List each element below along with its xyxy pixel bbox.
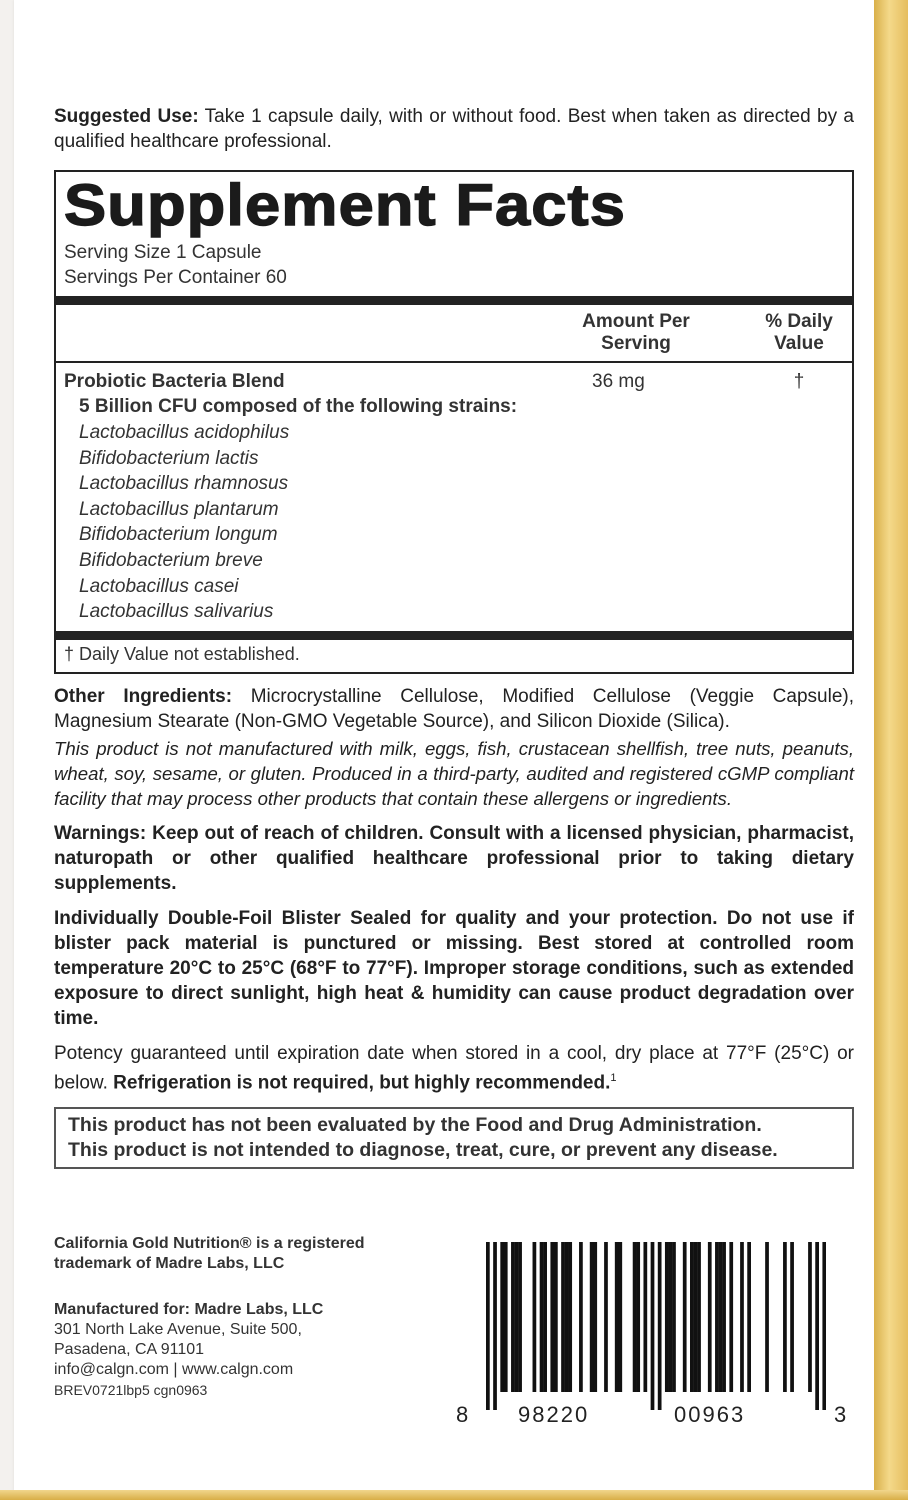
label-content (54, 104, 854, 1169)
strain-intro: 5 Billion CFU composed of the following strains: (79, 396, 518, 417)
product-codes: BREV0721lbp5 cgn0963 (54, 1382, 208, 1398)
trademark-line-2: trademark of Madre Labs, LLC (54, 1255, 285, 1272)
barcode-bar (618, 1242, 622, 1392)
label-footer (54, 1234, 854, 1464)
barcode-bar (790, 1242, 794, 1392)
barcode-bar (515, 1242, 519, 1392)
barcode-digit-left: 8 (456, 1402, 471, 1427)
potency-text: Potency guaranteed until expiration date when stored in a cool, dry place at 77°F (25°C) or below. (54, 1042, 854, 1094)
strain-item: Lactobacillus acidophilus (79, 422, 290, 443)
strain-list (64, 420, 844, 625)
barcode-bar (690, 1242, 694, 1392)
suggested-use (54, 104, 854, 154)
thick-divider (56, 296, 852, 305)
barcode (456, 1242, 856, 1442)
allergen-note: This product is not manufactured with milk, eggs, fish, crustacean shellfish, tree nuts, peanuts, wheat, soy, sesame, or gluten. Produced in a third-party, audited and registered cGMP compliant facility that may process other products that contain these allergens or ingredients. (54, 737, 854, 809)
barcode-bar (493, 1242, 497, 1410)
barcode-bar (722, 1242, 726, 1392)
fda-line-1: This product has not been evaluated by the Food and Drug Administration. (68, 1114, 762, 1137)
barcode-bar (747, 1242, 751, 1392)
storage-note: Individually Double-Foil Blister Sealed for quality and your protection. Do not use if blister pack material is punctured or missing. Best stored at controlled room temperature 20°C to 25°C (68°F to 77°F). Improper storage conditions, such as extended exposure to direct sunlight, high heat & humidity can cause product degradation over time. (54, 907, 854, 1029)
fda-disclaimer-box (54, 1107, 854, 1169)
barcode-bar (540, 1242, 544, 1392)
barcode-bar (765, 1242, 769, 1392)
blend-name: Probiotic Bacteria Blend (64, 371, 285, 392)
facts-title: Supplement Facts (64, 173, 626, 238)
potency-bold: Refrigeration is not required, but highly recommended. (113, 1072, 611, 1094)
barcode-bar (822, 1242, 826, 1410)
potency-note (54, 1041, 854, 1095)
strain-item: Bifidobacterium longum (79, 524, 278, 546)
barcode-bar (808, 1242, 812, 1392)
manufacturer-line-1: Manufactured for: Madre Labs, LLC (54, 1301, 324, 1318)
barcode-bar (604, 1242, 608, 1392)
barcode-bar (708, 1242, 712, 1392)
suggested-use-text: Take 1 capsule daily, with or without food. Best when taken as directed by a qualified healthcare professional. (54, 106, 854, 152)
suggested-use-label: Suggested Use: (54, 106, 199, 127)
barcode-bar (615, 1242, 619, 1392)
strain-item: Lactobacillus casei (79, 575, 239, 597)
blend-row (64, 369, 844, 394)
strain-item: Lactobacillus plantarum (79, 498, 279, 520)
barcode-bar (543, 1242, 547, 1392)
daily-value-footnote: † Daily Value not established. (64, 643, 300, 664)
barcode-bar (500, 1242, 504, 1392)
barcode-digit-right: 3 (834, 1402, 849, 1427)
barcode-bar (593, 1242, 597, 1392)
barcode-bar (568, 1242, 572, 1392)
warnings: Warnings: Keep out of reach of children. Consult with a licensed physician, pharmacist, naturopath or other qualified healthcare professional prior to taking dietary supplements. (54, 822, 854, 894)
barcode-bar (486, 1242, 490, 1410)
strain-item: Lactobacillus rhamnosus (79, 473, 289, 495)
barcode-bar (554, 1242, 558, 1392)
manufacturer-address-2: Pasadena, CA 91101 (54, 1341, 205, 1358)
facts-column-headers (64, 311, 844, 355)
trademark-line-1: California Gold Nutrition® is a registered (54, 1235, 365, 1252)
barcode-bar (658, 1242, 662, 1410)
barcode-bar (719, 1242, 723, 1392)
barcode-bar (579, 1242, 583, 1392)
barcode-bar (683, 1242, 687, 1392)
other-ingredients-label: Other Ingredients: (54, 685, 233, 707)
label-panel (14, 0, 874, 1491)
barcode-bar (697, 1242, 701, 1392)
barcode-bar (815, 1242, 819, 1410)
manufacturer-contact: info@calgn.com | www.calgn.com (54, 1361, 294, 1378)
blend-amount: 36 mg (592, 371, 645, 392)
barcode-bar (672, 1242, 676, 1392)
other-ingredients (54, 684, 854, 734)
barcode-bar (561, 1242, 565, 1392)
barcode-bar (511, 1242, 515, 1392)
barcode-bar (518, 1242, 522, 1392)
barcode-bar (740, 1242, 744, 1392)
fda-line-2: This product is not intended to diagnose, treat, cure, or prevent any disease. (68, 1139, 778, 1162)
servings-per-container: Servings Per Container 60 (64, 267, 287, 288)
barcode-bar (643, 1242, 647, 1392)
potency-footnote-marker: 1 (610, 1071, 617, 1084)
strain-item: Bifidobacterium breve (79, 549, 263, 571)
thin-divider (56, 361, 852, 363)
gold-bottom-strip (0, 1490, 908, 1500)
barcode-bar (636, 1242, 640, 1392)
strain-item: Lactobacillus salivarius (79, 601, 274, 623)
manufacturer-address-1: 301 North Lake Avenue, Suite 500, (54, 1321, 302, 1338)
barcode-bar (783, 1242, 787, 1392)
barcode-bar (590, 1242, 594, 1392)
thick-divider (56, 631, 852, 640)
barcode-bar (533, 1242, 537, 1392)
barcode-bar (504, 1242, 508, 1392)
other-ingredients-text: Microcrystalline Cellulose, Modified Cellulose (Veggie Capsule), Magnesium Stearate (Non-GMO Vegetable Source), and Silicon Dioxide (Silica). (54, 685, 855, 732)
barcode-bar (669, 1242, 673, 1392)
barcode-bar (715, 1242, 719, 1392)
barcode-group-left: 98220 (518, 1402, 590, 1427)
strain-item: Bifidobacterium lactis (79, 447, 259, 469)
serving-size: Serving Size 1 Capsule (64, 242, 262, 263)
supplement-facts-box (54, 170, 854, 674)
blend-daily-value: † (793, 371, 805, 392)
barcode-bar (729, 1242, 733, 1392)
barcode-bars (486, 1242, 826, 1410)
barcode-bar (665, 1242, 669, 1392)
barcode-group-right: 00963 (674, 1402, 746, 1427)
gold-side-strip (874, 0, 908, 1500)
barcode-bar (694, 1242, 698, 1392)
barcode-bar (550, 1242, 554, 1392)
amount-header: Amount Per Serving (582, 311, 690, 354)
company-info (54, 1234, 434, 1400)
barcode-bar (565, 1242, 569, 1392)
daily-value-header: % Daily Value (765, 311, 833, 354)
barcode-bar (633, 1242, 637, 1392)
barcode-bar (651, 1242, 655, 1410)
